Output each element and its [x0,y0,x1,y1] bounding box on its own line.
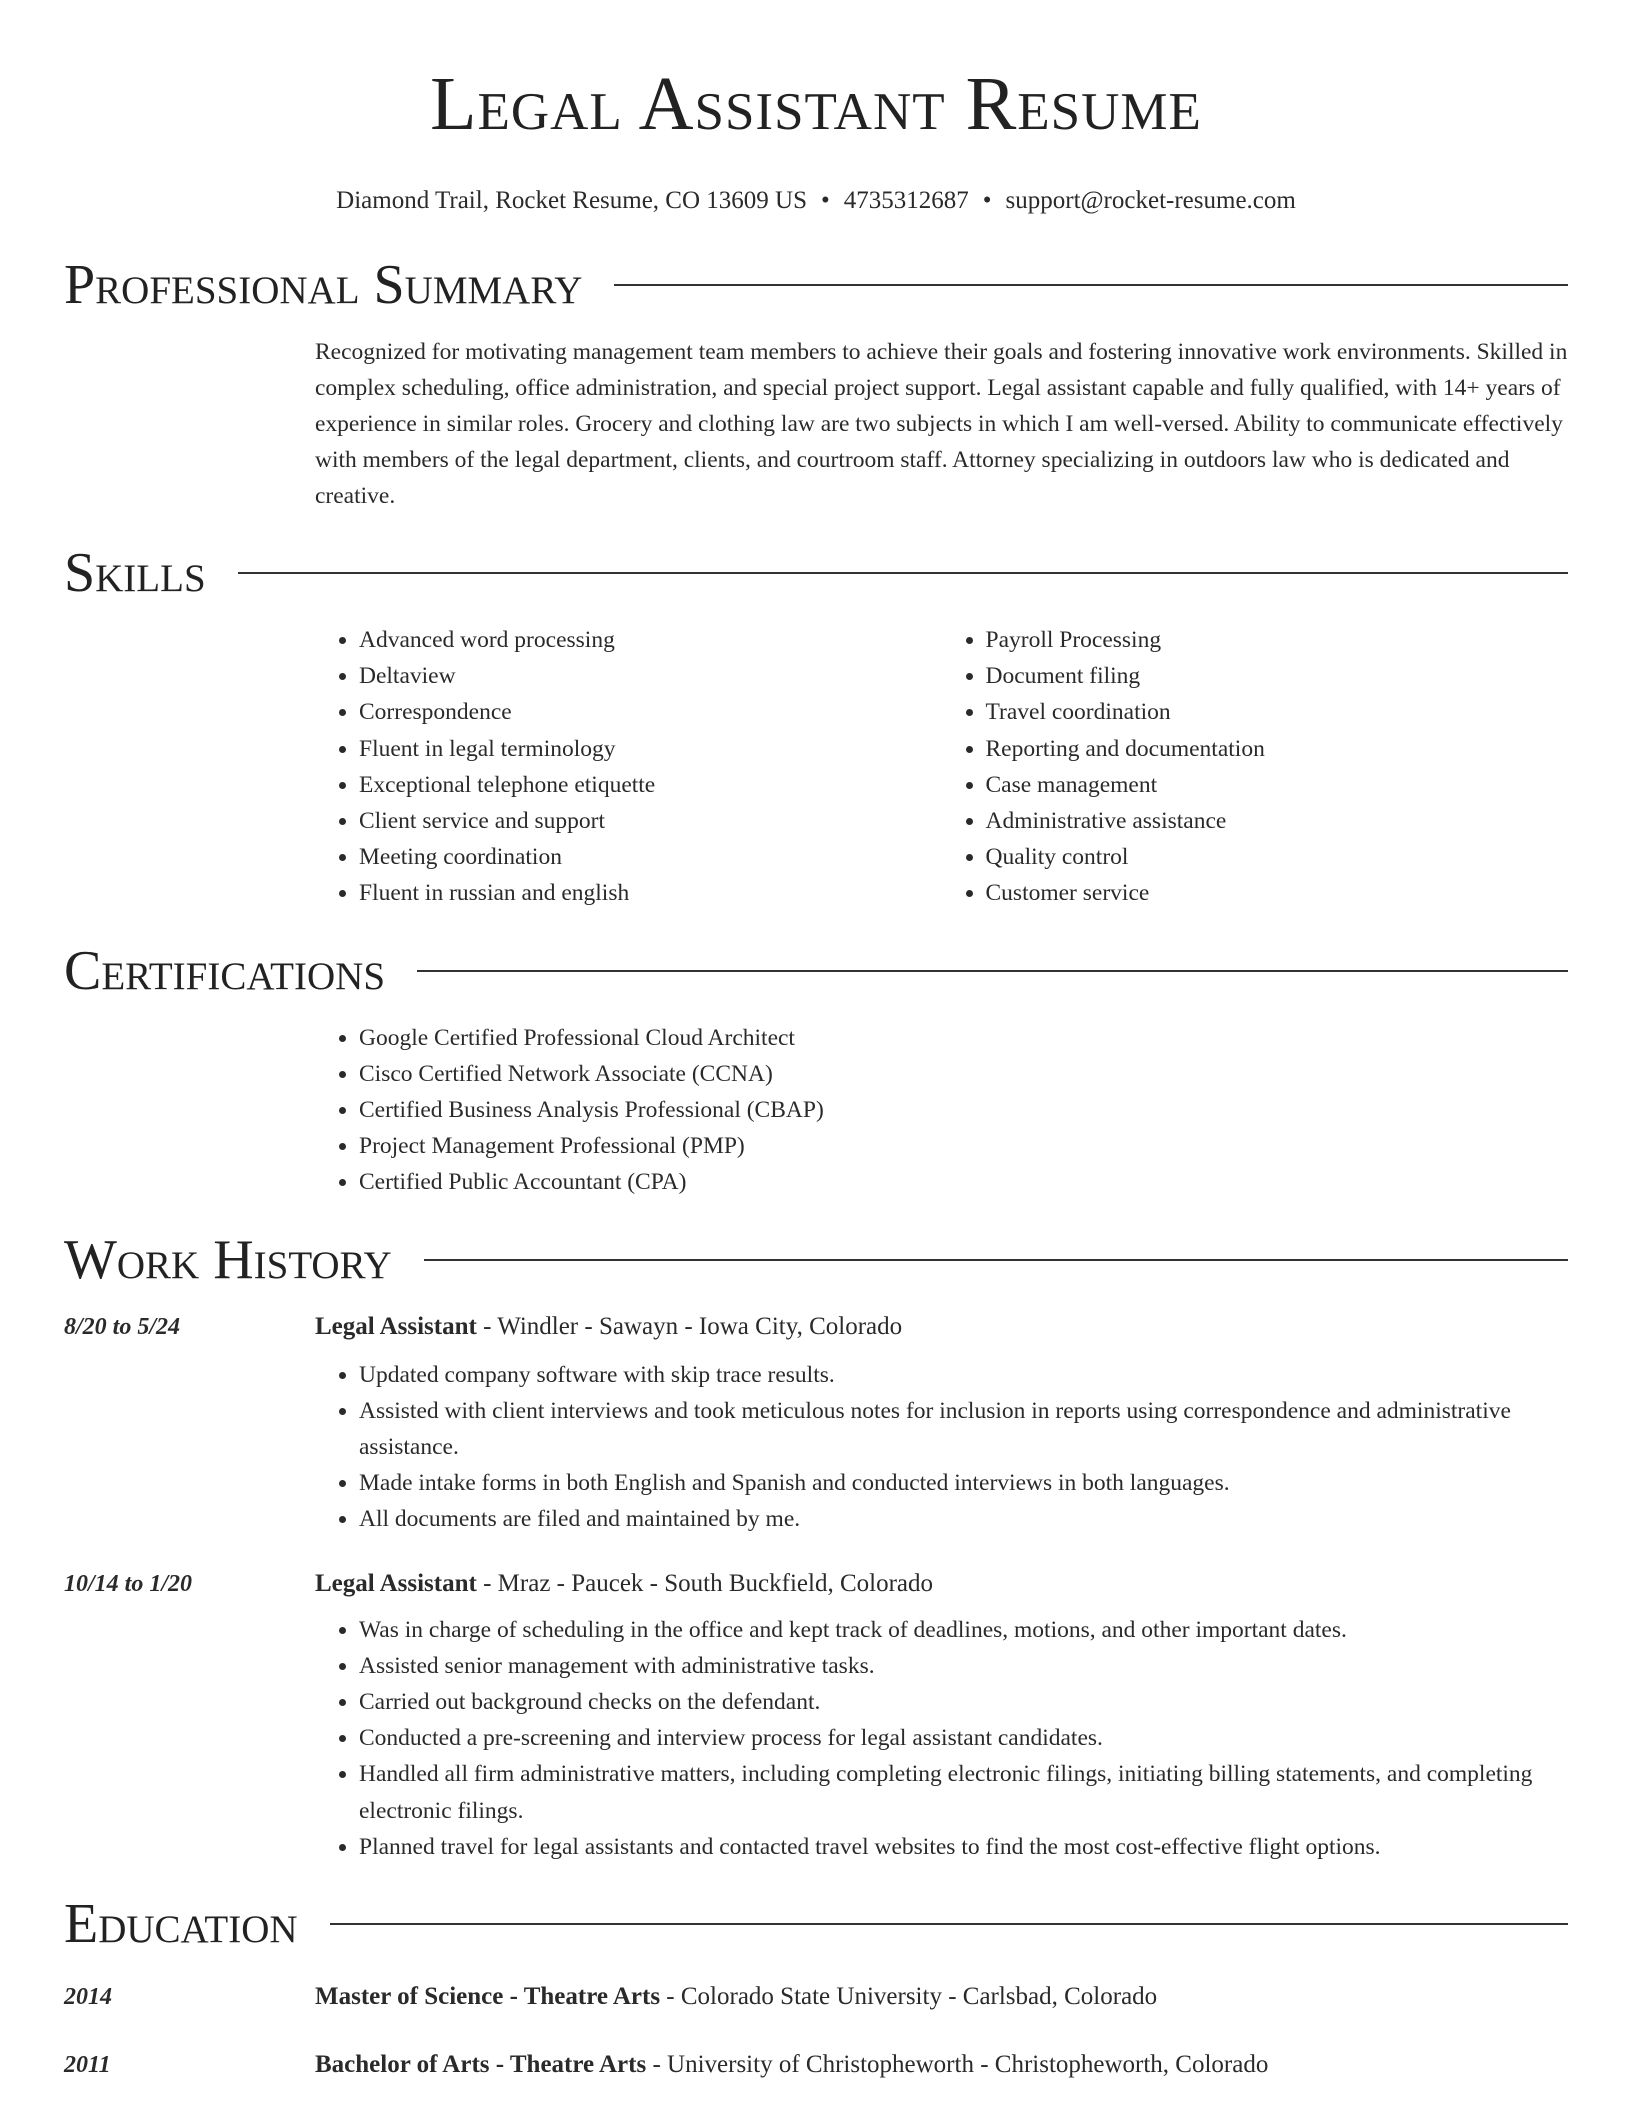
skill-item: • Case management [986,767,1569,803]
summary-section [64,250,1568,514]
education-degree: Bachelor of Arts - Theatre Arts [315,2051,647,2079]
job-duty: • Made intake forms in both English and Spanish and conducted interviews in both languages. [359,1465,1568,1501]
job-header [64,1570,1568,1598]
job-bullets [315,1357,1568,1538]
contact-line [64,186,1568,216]
certifications-list [315,1020,1568,1201]
work-history-section [64,1225,1568,1865]
skill-item: • Correspondence [359,694,942,730]
education-degree: Master of Science - Theatre Arts [315,1983,661,2011]
summary-text: Recognized for motivating management team members to achieve their goals and fostering innovative work environments. Skilled in complex scheduling, office administration, and special project support. Legal assistant capable and fully qualified, with 14+ years of experience in similar roles. Grocery and clothing law are two subjects in which I am well-versed. Ability to communicate effectively with members of the legal department, clients, and courtroom staff. Attorney specializing in outdoors law who is dedicated and creative. [315,339,1568,509]
certifications-section [64,936,1568,1201]
education-section [64,1889,1568,2079]
education-year: 2014 [64,1984,112,2011]
job-duty: • Planned travel for legal assistants and contacted travel websites to find the most cost-effective flight options. [359,1829,1568,1865]
section-title: Education [64,1893,298,1956]
skill-item: • Customer service [986,875,1569,911]
section-divider [238,572,1568,574]
education-entry [64,1983,1568,2011]
skill-item: • Meeting coordination [359,839,942,875]
certification-item: • Project Management Professional (PMP) [359,1128,1568,1164]
section-divider [424,1259,1568,1261]
education-school: - Colorado State University - Carlsbad, Colorado [660,1983,1158,2011]
contact-address: Diamond Trail, Rocket Resume, CO 13609 US [336,187,807,214]
section-title: Work History [64,1228,392,1291]
job-duty: • Assisted senior management with administrative tasks. [359,1648,1568,1684]
education-entry [64,2051,1568,2079]
skill-item: • Document filing [986,658,1569,694]
job-duty: • Was in charge of scheduling in the office and kept track of deadlines, motions, and other important dates. [359,1612,1568,1648]
skill-item: • Fluent in legal terminology [359,731,942,767]
skills-list-left [315,622,942,912]
education-heading [64,1889,1568,1959]
section-title: Professional Summary [64,254,583,316]
education-year: 2011 [64,2052,111,2079]
section-title: Certifications [64,939,386,1002]
education-school: - University of Christopheworth - Christopheworth, Colorado [646,2051,1269,2079]
skill-item: • Client service and support [359,803,942,839]
skills-columns [315,622,1568,912]
education-line [315,2051,1268,2079]
skill-item: • Administrative assistance [986,803,1569,839]
job-entry [64,1313,1568,1538]
job-role: Legal Assistant [315,1312,477,1340]
job-employer: - Mraz - Paucek - South Buckfield, Colorado [476,1569,933,1597]
contact-phone: 4735312687 [843,187,969,214]
job-duty: • Updated company software with skip trace results. [359,1357,1568,1393]
certification-item: • Certified Public Accountant (CPA) [359,1164,1568,1200]
job-duties-list [315,1357,1568,1538]
job-duty: • Assisted with client interviews and took meticulous notes for inclusion in reports using correspondence and administrative assistance. [359,1393,1568,1465]
job-header [64,1313,1568,1341]
job-title-line [315,1570,933,1598]
summary-heading [64,250,1568,320]
skill-item: • Travel coordination [986,694,1569,730]
certification-item: • Cisco Certified Network Associate (CCNA) [359,1056,1568,1092]
job-duty: • Carried out background checks on the defendant. [359,1684,1568,1720]
certifications-heading [64,936,1568,1006]
skill-item: • Exceptional telephone etiquette [359,767,942,803]
skill-item: • Deltaview [359,658,942,694]
job-duty: • All documents are filed and maintained by me. [359,1501,1568,1537]
job-entry [64,1570,1568,1865]
section-divider [330,1923,1568,1925]
job-bullets [315,1612,1568,1865]
job-role: Legal Assistant [315,1569,477,1597]
job-employer: - Windler - Sawayn - Iowa City, Colorado [476,1312,903,1340]
contact-separator: • [982,187,992,214]
job-dates: 10/14 to 1/20 [64,1570,193,1597]
certifications-body [315,1020,1568,1201]
skills-section [64,538,1568,912]
section-divider [614,284,1568,286]
skill-item: • Payroll Processing [986,622,1569,658]
contact-separator: • [821,187,830,214]
certification-item: • Google Certified Professional Cloud Architect [359,1020,1568,1056]
skill-item: • Quality control [986,839,1569,875]
skill-item: • Fluent in russian and english [359,875,942,911]
certification-item: • Certified Business Analysis Professional (CBAP) [359,1092,1568,1128]
job-dates: 8/20 to 5/24 [64,1313,181,1340]
job-duty: • Conducted a pre-screening and interview process for legal assistant candidates. [359,1720,1568,1756]
section-divider [417,970,1568,972]
job-duties-list [315,1612,1568,1865]
skill-item: • Advanced word processing [359,622,942,658]
skill-item: • Reporting and documentation [986,731,1569,767]
resume-title: Legal Assistant Resume [430,62,1202,146]
job-duty: • Handled all firm administrative matters, including completing electronic filings, initiating billing statements, and completing electronic filings. [359,1756,1568,1828]
job-title-line [315,1313,902,1341]
work-history-heading [64,1225,1568,1295]
education-line [315,1983,1157,2011]
contact-email: support@rocket-resume.com [1005,187,1296,214]
skills-heading [64,538,1568,608]
section-title: Skills [64,542,206,604]
skills-list-right [942,622,1569,912]
